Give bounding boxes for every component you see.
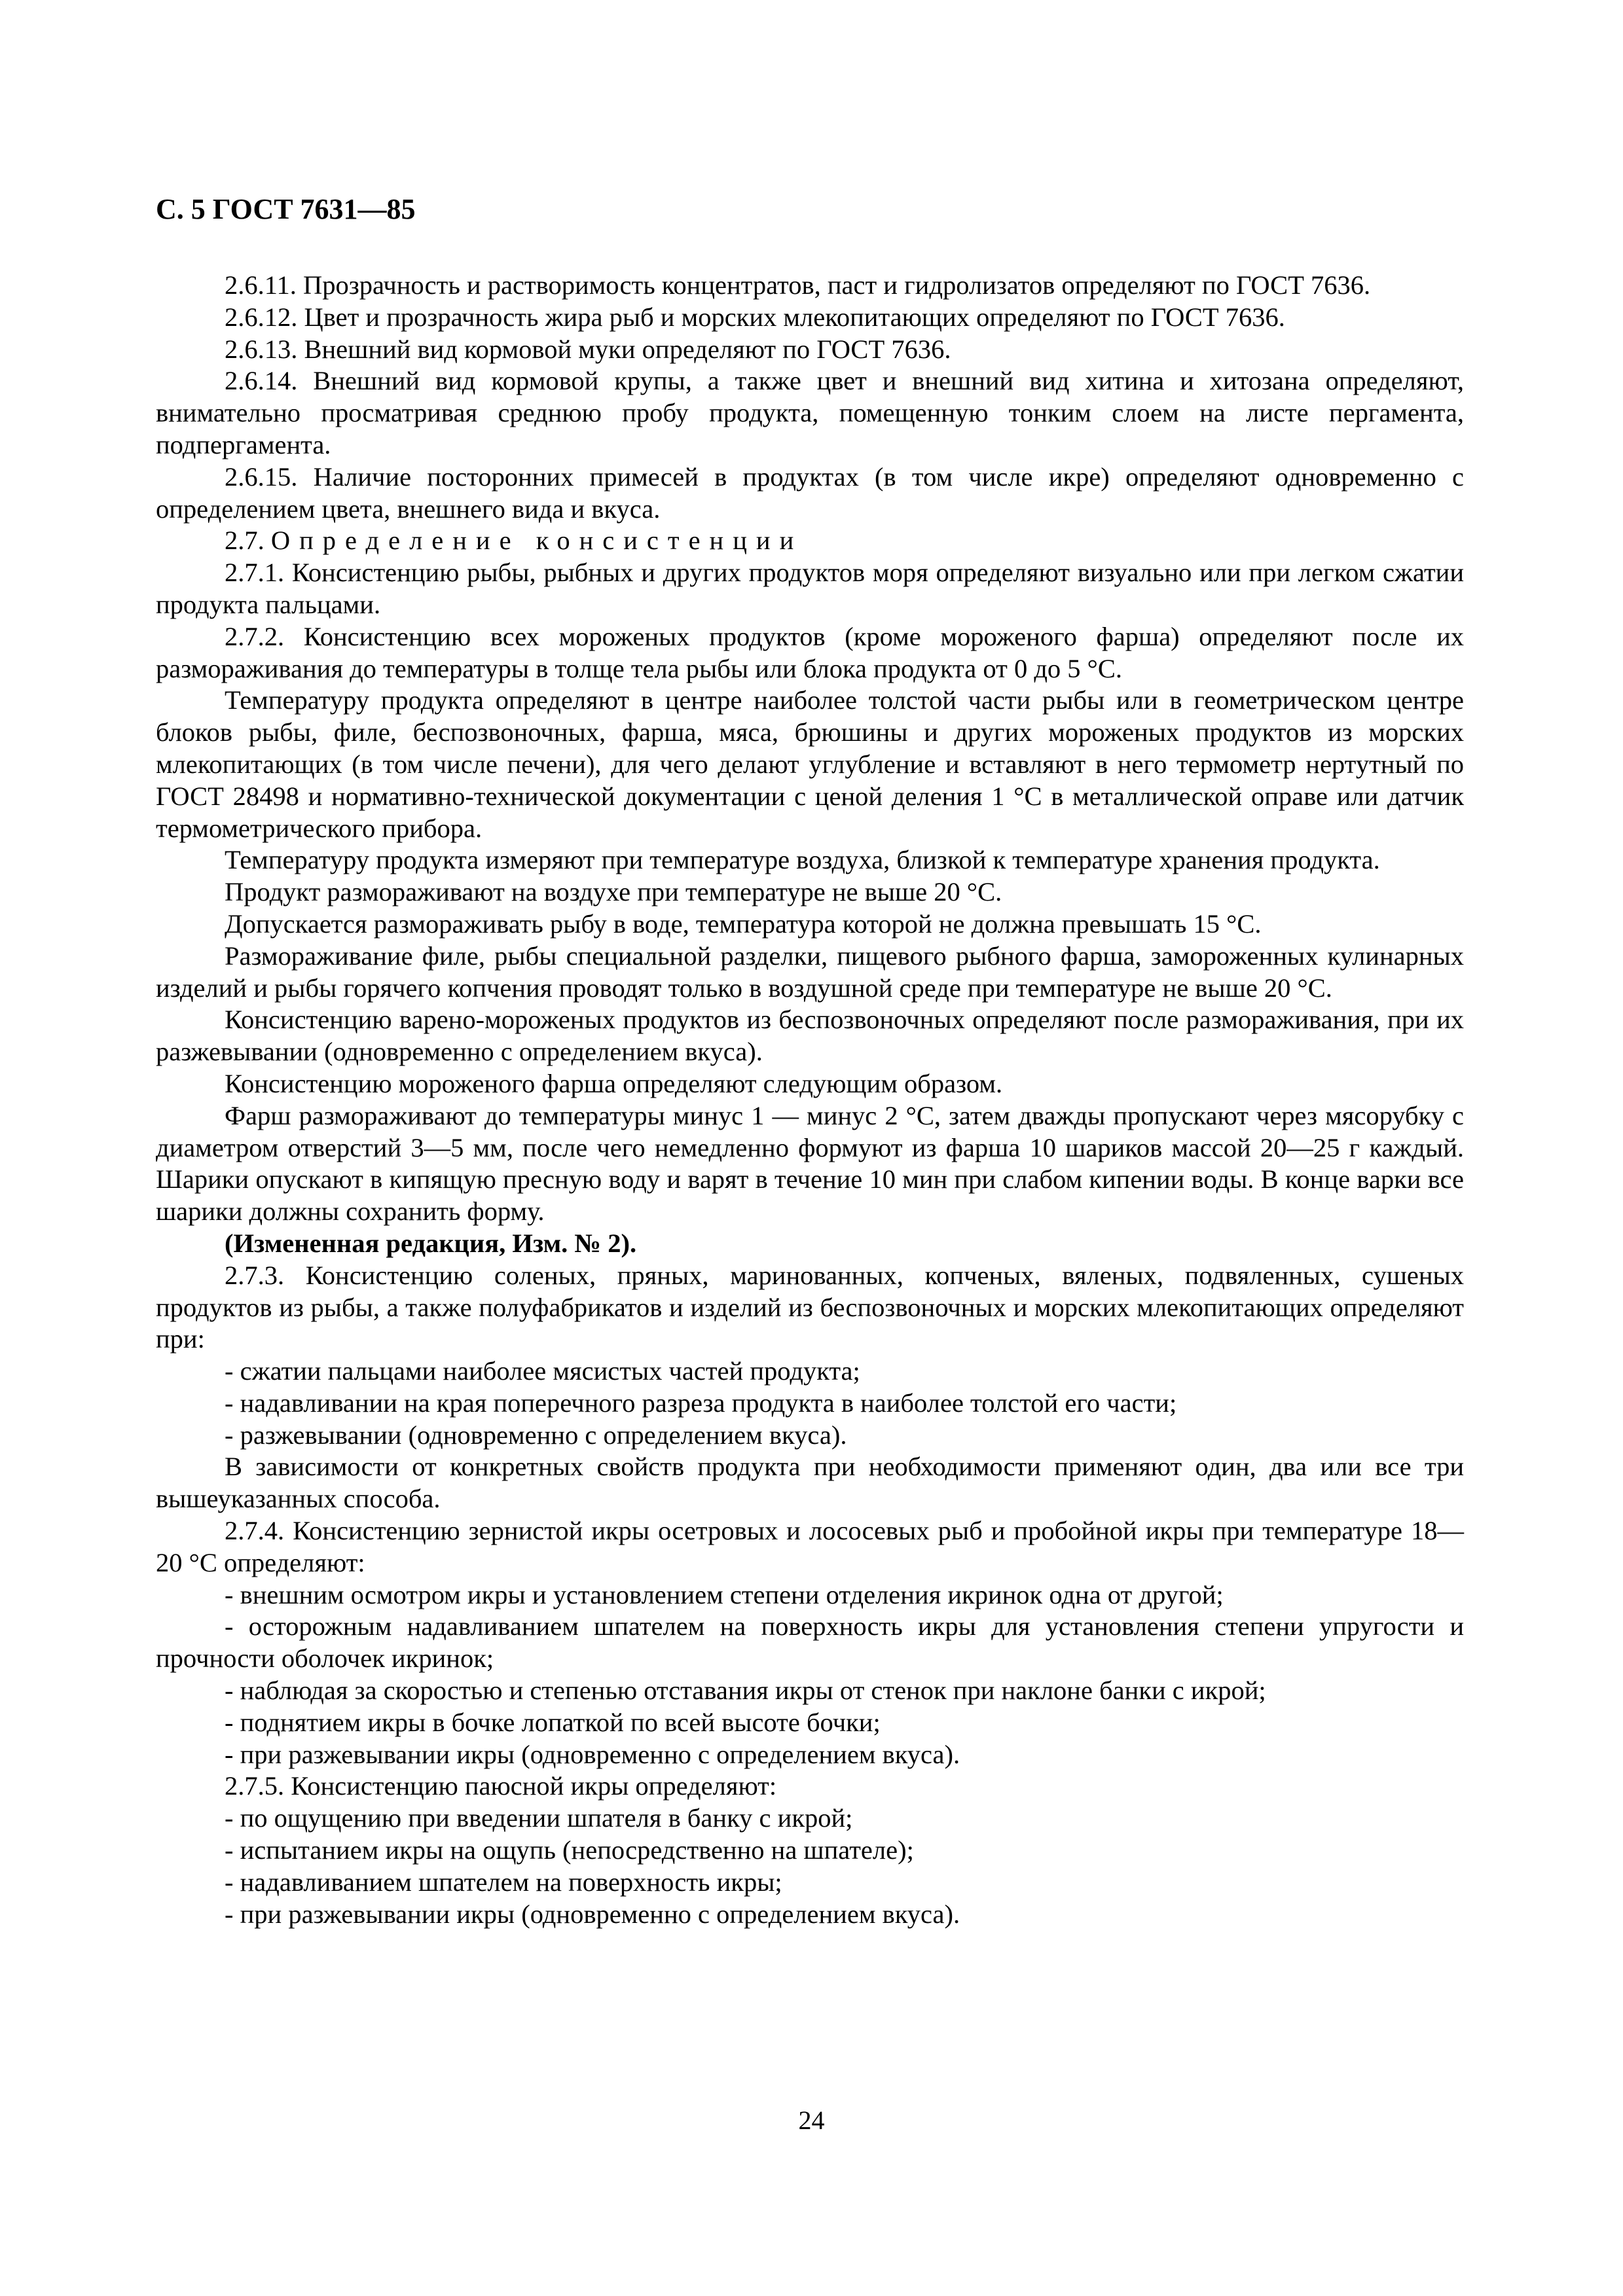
paragraph-methods-choice: В зависимости от конкретных свойств продукта при необходимости применяют один, два или все три вышеуказанных способа. [156, 1452, 1464, 1514]
paragraph-2-6-11: 2.6.11. Прозрачность и растворимость концентратов, паст и гидролизатов определяют по ГОСТ 7636. [225, 270, 1371, 300]
section-heading-2-7 [156, 525, 1464, 557]
paragraph-air-temperature: Температуру продукта измеряют при температуре воздуха, близкой к температуре хранения продукта. [225, 845, 1380, 875]
list-item: - по ощущению при введении шпателя в банку с икрой; [225, 1803, 853, 1833]
paragraph-2-6-13: 2.6.13. Внешний вид кормовой муки определяют по ГОСТ 7636. [225, 334, 951, 364]
list-item: - разжевывании (одновременно с определением вкуса). [225, 1420, 847, 1450]
list-item: - внешним осмотром икры и установлением степени отделения икринок одна от другой; [225, 1579, 1224, 1609]
paragraph-air-thawing: Продукт размораживают на воздухе при температуре не выше 20 °С. [225, 877, 1002, 907]
paragraph-boiled-frozen: Консистенцию варено-мороженых продуктов из беспозвоночных определяют после размораживания, при их разжевывании (одновременно с определением вкуса). [156, 1005, 1464, 1067]
paragraph-mince-procedure: Фарш размораживают до температуры минус 1 — минус 2 °С, затем дважды пропускают через мясорубку с диаметром отверстий 3—5 мм, после чего немедленно формуют из фарша 10 шариков массой 20—25 г каждый. Шарики опускают в кипящую пресную воду и варят в течение 10 мин при слабом кипении воды. В конце варки все шарики должны сохранить форму. [156, 1100, 1464, 1227]
amendment-note: (Измененная редакция, Изм. № 2). [225, 1228, 637, 1258]
page-header: С. 5 ГОСТ 7631—85 [156, 193, 416, 225]
paragraph-2-6-15: 2.6.15. Наличие посторонних примесей в продуктах (в том числе икре) определяют одновременно с определением цвета, внешнего вида и вкуса. [156, 461, 1464, 524]
paragraph-2-6-14: 2.6.14. Внешний вид кормовой крупы, а также цвет и внешний вид хитина и хитозана определяют, внимательно просматривая среднюю пробу продукта, помещенную тонким слоем на листе пергамента, подпергамента. [156, 366, 1464, 459]
section-number: 2.7. [225, 526, 264, 556]
paragraph-2-7-5: 2.7.5. Консистенцию паюсной икры определяют: [225, 1771, 777, 1801]
list-item: - осторожным надавливанием шпателем на поверхность икры для установления степени упругости и прочности оболочек икринок; [156, 1611, 1464, 1674]
list-item: - надавливанием шпателем на поверхность икры; [225, 1867, 782, 1897]
section-title: Определение консистенции [270, 526, 803, 556]
list-item: - при разжевывании икры (одновременно с определением вкуса). [225, 1899, 960, 1929]
list-item: - надавливании на края поперечного разреза продукта в наиболее толстой его части; [225, 1388, 1177, 1418]
list-item: - поднятием икры в бочке лопаткой по всей высоте бочки; [225, 1707, 881, 1737]
paragraph-2-7-4: 2.7.4. Консистенцию зернистой икры осетровых и лососевых рыб и пробойной икры при температуре 18—20 °С определяют: [156, 1516, 1464, 1577]
list-item: - сжатии пальцами наиболее мясистых частей продукта; [225, 1356, 860, 1386]
paragraph-2-6-12: 2.6.12. Цвет и прозрачность жира рыб и морских млекопитающих определяют по ГОСТ 7636. [225, 302, 1285, 332]
paragraph-2-7-3: 2.7.3. Консистенцию соленых, пряных, маринованных, копченых, вяленых, подвяленных, сушеных продуктов из рыбы, а также полуфабрикатов и изделий из беспозвоночных и морских млекопитающих определяют при: [156, 1260, 1464, 1354]
paragraph-water-thawing: Допускается размораживать рыбу в воде, температура которой не должна превышать 15 °С. [225, 908, 1262, 939]
page-number: 24 [798, 2106, 825, 2135]
paragraph-mince-intro: Консистенцию мороженого фарша определяют следующим образом. [225, 1068, 1003, 1098]
document-body [156, 270, 1464, 1930]
paragraph-temperature-measurement: Температуру продукта определяют в центре наиболее толстой части рыбы или в геометрическом центре блоков рыбы, филе, беспозвоночных, фарша, мяса, брюшины и других мороженых продуктов из морских млекопитающих (в том числе печени), для чего делают углубление и вставляют в него термометр нертутный по ГОСТ 28498 и нормативно-технической документации с ценой деления 1 °С в металлической оправе или датчик термометрического прибора. [156, 685, 1464, 843]
list-item: - испытанием икры на ощупь (непосредственно на шпателе); [225, 1835, 914, 1865]
paragraph-fillet-thawing: Размораживание филе, рыбы специальной разделки, пищевого рыбного фарша, замороженных кулинарных изделий и рыбы горячего копчения проводят только в воздушной среде при температуре не выше 20 °С. [156, 941, 1464, 1003]
list-item: - при разжевывании икры (одновременно с определением вкуса). [225, 1739, 960, 1769]
paragraph-2-7-2: 2.7.2. Консистенцию всех мороженых продуктов (кроме мороженого фарша) определяют после их размораживания до температуры в толще тела рыбы или блока продукта от 0 до 5 °С. [156, 621, 1464, 683]
paragraph-2-7-1: 2.7.1. Консистенцию рыбы, рыбных и других продуктов моря определяют визуально или при легком сжатии продукта пальцами. [156, 558, 1464, 619]
list-item: - наблюдая за скоростью и степенью отставания икры от стенок при наклоне банки с икрой; [225, 1676, 1266, 1706]
